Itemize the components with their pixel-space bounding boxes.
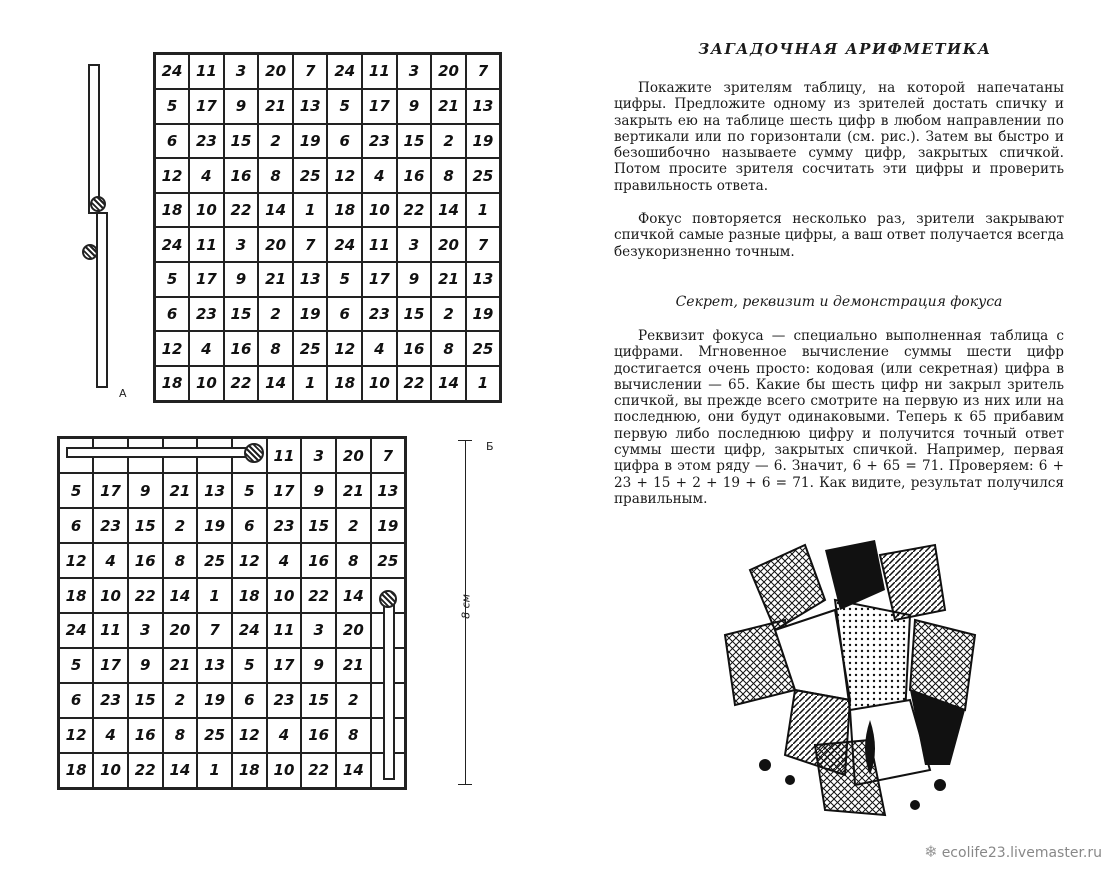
table-b-cell: 13	[371, 473, 406, 508]
figure_a-row	[155, 193, 501, 228]
table-a-cell: 21	[258, 262, 293, 297]
table-b-cell: 6	[232, 508, 267, 543]
table-b-cell: 19	[371, 508, 406, 543]
figure_a-row	[155, 227, 501, 262]
figure_a-row	[155, 331, 501, 366]
table-a-cell: 24	[327, 227, 362, 262]
match-head-a1	[90, 196, 106, 212]
table-a-cell: 18	[155, 193, 190, 228]
table-b-cell: 2	[163, 508, 198, 543]
table-b-cell: 5	[59, 648, 94, 683]
table-b-cell: 22	[128, 753, 163, 789]
table-a-cell: 23	[362, 297, 397, 332]
table-a-cell: 11	[189, 54, 224, 89]
table-a-cell: 6	[155, 297, 190, 332]
table-a-cell: 7	[466, 227, 501, 262]
table-a-cell: 15	[224, 124, 259, 159]
table-b-cell: 10	[93, 578, 128, 613]
table-a-cell: 11	[362, 54, 397, 89]
table-b-cell: 11	[267, 438, 302, 474]
figure_b-row	[59, 753, 406, 789]
table-b-cell: 13	[197, 648, 232, 683]
figure_b-row	[59, 683, 406, 718]
dimension-label: 8 см	[459, 594, 473, 619]
table-a-cell: 16	[397, 158, 432, 193]
table-a-cell: 20	[431, 227, 466, 262]
table-b-cell: 7	[371, 438, 406, 474]
figure_a-row	[155, 262, 501, 297]
figure-b-label: Б	[486, 440, 494, 453]
table-a-cell: 25	[293, 158, 328, 193]
table-b-cell: 11	[93, 613, 128, 648]
table-a-cell: 3	[397, 54, 432, 89]
table-a-cell: 8	[258, 158, 293, 193]
table-a-cell: 17	[362, 89, 397, 124]
table-b-cell: 14	[336, 578, 371, 613]
table-a-cell: 20	[431, 54, 466, 89]
table-a-cell: 18	[327, 193, 362, 228]
match-stick-b-horizontal	[66, 447, 256, 458]
table-a-cell: 3	[397, 227, 432, 262]
table-b-cell: 8	[336, 718, 371, 753]
table-a-cell: 22	[397, 193, 432, 228]
table-b-cell: 10	[267, 578, 302, 613]
table-b-cell: 9	[301, 648, 336, 683]
table-a-cell: 5	[155, 262, 190, 297]
table-b-cell: 10	[267, 753, 302, 789]
table-b-cell: 7	[197, 613, 232, 648]
figure_b-row	[59, 473, 406, 508]
table-a-cell: 6	[327, 124, 362, 159]
table-b-cell: 4	[267, 543, 302, 578]
table-a-cell: 23	[189, 297, 224, 332]
table-b-cell: 5	[59, 473, 94, 508]
table-a-cell: 7	[293, 227, 328, 262]
table-b-cell: 21	[163, 648, 198, 683]
article-title: ЗАГАДОЧНАЯ АРИФМЕТИКА	[698, 40, 992, 58]
table-b-cell: 18	[59, 753, 94, 789]
table-b-cell: 19	[197, 508, 232, 543]
table-a-cell: 21	[431, 262, 466, 297]
table-b-cell: 14	[163, 753, 198, 789]
table-a-cell: 9	[397, 262, 432, 297]
match-head-b-vertical	[379, 590, 397, 608]
table-a-cell: 1	[293, 366, 328, 402]
table-b-cell: 21	[336, 648, 371, 683]
table-a-cell: 9	[224, 262, 259, 297]
table-b-cell: 22	[301, 753, 336, 789]
table-a-cell: 22	[397, 366, 432, 402]
table-b-cell: 3	[301, 613, 336, 648]
table-b-cell: 4	[93, 718, 128, 753]
table-a-cell: 11	[189, 227, 224, 262]
table-b-cell: 3	[301, 438, 336, 474]
table-a-cell: 2	[431, 124, 466, 159]
table-a-cell: 25	[466, 331, 501, 366]
table-b-cell: 1	[197, 753, 232, 789]
table-a-cell: 4	[362, 331, 397, 366]
number-table-b	[57, 436, 407, 790]
table-a-cell: 9	[397, 89, 432, 124]
paragraph-repeat: Фокус повторяется несколько раз, зрители закрывают спичкой самые разные цифры, а ваш ответ получается всегда безукоризненно точным.	[614, 211, 1064, 260]
paragraph-intro: Покажите зрителям таблицу, на которой напечатаны цифры. Предложите одному из зрителей достать спичку и закрыть ею на таблице шесть цифр в любом направлении по вертикали или по горизонтали (см. рис.). Затем вы быстро и безошибочно называете сумму цифр, закрытых спичкой. Потом просите зрителя сосчитать эти цифры и проверить правильность ответа.	[614, 80, 1064, 194]
table-b-cell: 6	[232, 683, 267, 718]
figure_b-row	[59, 578, 406, 613]
table-b-cell: 15	[128, 508, 163, 543]
table-b-cell: 24	[232, 613, 267, 648]
table-b-cell: 10	[93, 753, 128, 789]
table-b-cell: 20	[336, 438, 371, 474]
table-a-cell: 15	[397, 297, 432, 332]
table-b-cell: 21	[163, 473, 198, 508]
table-b-cell: 6	[59, 683, 94, 718]
match-head-a2	[82, 244, 98, 260]
table-a-cell: 19	[466, 124, 501, 159]
figure_a-row	[155, 297, 501, 332]
table-a-cell: 14	[431, 366, 466, 402]
table-b-cell: 17	[93, 473, 128, 508]
table-a-cell: 8	[431, 158, 466, 193]
table-b-cell: 1	[197, 578, 232, 613]
table-b-cell: 4	[93, 543, 128, 578]
figure_a-row	[155, 158, 501, 193]
table-b-cell: 23	[93, 683, 128, 718]
figure_a-row	[155, 89, 501, 124]
table-a-cell: 1	[293, 193, 328, 228]
table-b-cell: 24	[59, 613, 94, 648]
figure_b-row	[59, 648, 406, 683]
table-a-cell: 13	[293, 89, 328, 124]
table-b-cell: 16	[301, 718, 336, 753]
table-a-cell: 16	[224, 158, 259, 193]
table-b-cell: 25	[371, 543, 406, 578]
table-a-cell: 10	[362, 366, 397, 402]
table-b-cell: 8	[336, 543, 371, 578]
table-a-cell: 10	[189, 366, 224, 402]
table-b-cell: 18	[232, 578, 267, 613]
figure_a-row	[155, 54, 501, 89]
table-a-cell: 24	[155, 54, 190, 89]
table-a-cell: 12	[155, 331, 190, 366]
table-a-cell: 2	[258, 124, 293, 159]
table-b-cell: 16	[301, 543, 336, 578]
section-subtitle: Секрет, реквизит и демонстрация фокуса	[675, 294, 1003, 310]
table-b-cell: 9	[128, 473, 163, 508]
table-b-cell: 16	[128, 543, 163, 578]
table-a-cell: 25	[293, 331, 328, 366]
match-stick-b-vertical	[383, 598, 395, 780]
table-a-cell: 24	[155, 227, 190, 262]
table-b-cell: 14	[336, 753, 371, 789]
table-a-cell: 22	[224, 366, 259, 402]
table-a-cell: 5	[155, 89, 190, 124]
dimension-tick-bottom	[458, 784, 472, 785]
table-b-cell: 20	[336, 613, 371, 648]
table-b-cell: 17	[267, 473, 302, 508]
table-a-cell: 14	[431, 193, 466, 228]
table-b-cell: 11	[267, 613, 302, 648]
table-a-cell: 23	[189, 124, 224, 159]
table-a-cell: 5	[327, 89, 362, 124]
table-a-cell: 7	[466, 54, 501, 89]
table-a-cell: 1	[466, 193, 501, 228]
table-a-cell: 3	[224, 227, 259, 262]
table-a-cell: 4	[362, 158, 397, 193]
match-head-b-horizontal	[244, 443, 264, 463]
table-b-cell: 16	[128, 718, 163, 753]
table-b-cell: 6	[59, 508, 94, 543]
table-a-cell: 6	[327, 297, 362, 332]
table-b-cell: 19	[197, 683, 232, 718]
table-b-cell: 14	[163, 578, 198, 613]
table-a-cell: 17	[362, 262, 397, 297]
table-b-cell: 25	[197, 543, 232, 578]
table-b-cell: 20	[163, 613, 198, 648]
table-a-cell: 11	[362, 227, 397, 262]
figure_b-row	[59, 543, 406, 578]
table-a-cell: 19	[293, 297, 328, 332]
watermark	[924, 842, 1102, 861]
figure_b-row	[59, 508, 406, 543]
table-a-cell: 4	[189, 331, 224, 366]
table-a-cell: 18	[155, 366, 190, 402]
table-a-cell: 4	[189, 158, 224, 193]
table-b-cell: 2	[336, 508, 371, 543]
table-a-cell: 15	[397, 124, 432, 159]
table-b-cell: 9	[301, 473, 336, 508]
table-a-cell: 8	[258, 331, 293, 366]
table-a-cell: 19	[293, 124, 328, 159]
snowflake-icon: ❄	[924, 842, 938, 861]
table-b-cell: 15	[301, 508, 336, 543]
table-a-cell: 13	[466, 262, 501, 297]
table-b-cell: 17	[267, 648, 302, 683]
table-b-cell: 23	[93, 508, 128, 543]
table-b-cell: 3	[128, 613, 163, 648]
watermark-text: ecolife23.livemaster.ru	[941, 845, 1102, 861]
table-a-cell: 13	[293, 262, 328, 297]
table-b-cell: 22	[128, 578, 163, 613]
table-a-cell: 21	[258, 89, 293, 124]
table-b-cell: 9	[128, 648, 163, 683]
figure_b-row	[59, 613, 406, 648]
table-a-cell: 14	[258, 366, 293, 402]
table-b-cell: 23	[267, 683, 302, 718]
table-a-cell: 7	[293, 54, 328, 89]
table-a-cell: 21	[431, 89, 466, 124]
table-a-cell: 23	[362, 124, 397, 159]
table-b-cell: 2	[163, 683, 198, 718]
table-a-cell: 6	[155, 124, 190, 159]
table-a-cell: 10	[362, 193, 397, 228]
table-b-cell: 8	[163, 718, 198, 753]
table-a-cell: 17	[189, 89, 224, 124]
table-a-cell: 20	[258, 227, 293, 262]
match-stick-a1	[88, 64, 100, 214]
table-a-cell: 1	[466, 366, 501, 402]
table-a-cell: 17	[189, 262, 224, 297]
table-b-cell: 13	[197, 473, 232, 508]
number-table-a	[153, 52, 502, 403]
table-b-cell: 8	[163, 543, 198, 578]
table-a-cell: 3	[224, 54, 259, 89]
table-b-cell: 25	[197, 718, 232, 753]
table-b-cell: 18	[232, 753, 267, 789]
table-b-cell: 17	[93, 648, 128, 683]
table-a-cell: 20	[258, 54, 293, 89]
table-b-cell: 21	[336, 473, 371, 508]
table-a-cell: 12	[155, 158, 190, 193]
table-b-cell: 23	[267, 508, 302, 543]
table-b-cell: 4	[267, 718, 302, 753]
table-b-cell: 12	[59, 543, 94, 578]
table-a-cell: 10	[189, 193, 224, 228]
table-b-cell: 15	[301, 683, 336, 718]
table-a-cell: 9	[224, 89, 259, 124]
figure_a-row	[155, 124, 501, 159]
figure_b-row	[59, 718, 406, 753]
table-a-cell: 8	[431, 331, 466, 366]
table-a-cell: 12	[327, 331, 362, 366]
table-a-cell: 5	[327, 262, 362, 297]
table-b-cell: 5	[232, 648, 267, 683]
table-a-cell: 12	[327, 158, 362, 193]
table-b-cell: 18	[59, 578, 94, 613]
table-a-cell: 24	[327, 54, 362, 89]
decorative-illustration	[715, 540, 985, 820]
table-b-cell: 12	[59, 718, 94, 753]
table-a-cell: 2	[258, 297, 293, 332]
figure_a-row	[155, 366, 501, 402]
table-a-cell: 13	[466, 89, 501, 124]
match-stick-a2	[96, 212, 108, 388]
figure-a-label: А	[119, 387, 127, 400]
table-b-cell: 2	[336, 683, 371, 718]
table-a-cell: 22	[224, 193, 259, 228]
table-b-cell: 12	[232, 543, 267, 578]
table-a-cell: 15	[224, 297, 259, 332]
paragraph-secret: Реквизит фокуса — специально выполненная таблица с цифрами. Мгновенное вычисление суммы шести цифр достигается очень просто: кодовая (или секретная) цифра в вычислении — 65. Какие бы шесть цифр ни закрыл зритель спичкой, вы прежде всего смотрите на первую из них или на последнюю, они будут одинаковыми. Теперь к 65 прибавим первую либо последнюю цифру и получится точный ответ суммы шести цифр, закрытых спичкой. Например, первая цифра в этом ряду — 6. Значит, 6 + 65 = 71. Проверяем: 6 + 23 + 15 + 2 + 19 + 6 = 71. Как видите, результат получился правильным.	[614, 328, 1064, 507]
table-a-cell: 25	[466, 158, 501, 193]
table-b-cell: 12	[232, 718, 267, 753]
table-a-cell: 18	[327, 366, 362, 402]
table-b-cell: 22	[301, 578, 336, 613]
table-b-cell: 15	[128, 683, 163, 718]
table-a-cell: 19	[466, 297, 501, 332]
table-a-cell: 16	[224, 331, 259, 366]
table-a-cell: 14	[258, 193, 293, 228]
table-a-cell: 16	[397, 331, 432, 366]
table-b-cell: 5	[232, 473, 267, 508]
table-a-cell: 2	[431, 297, 466, 332]
